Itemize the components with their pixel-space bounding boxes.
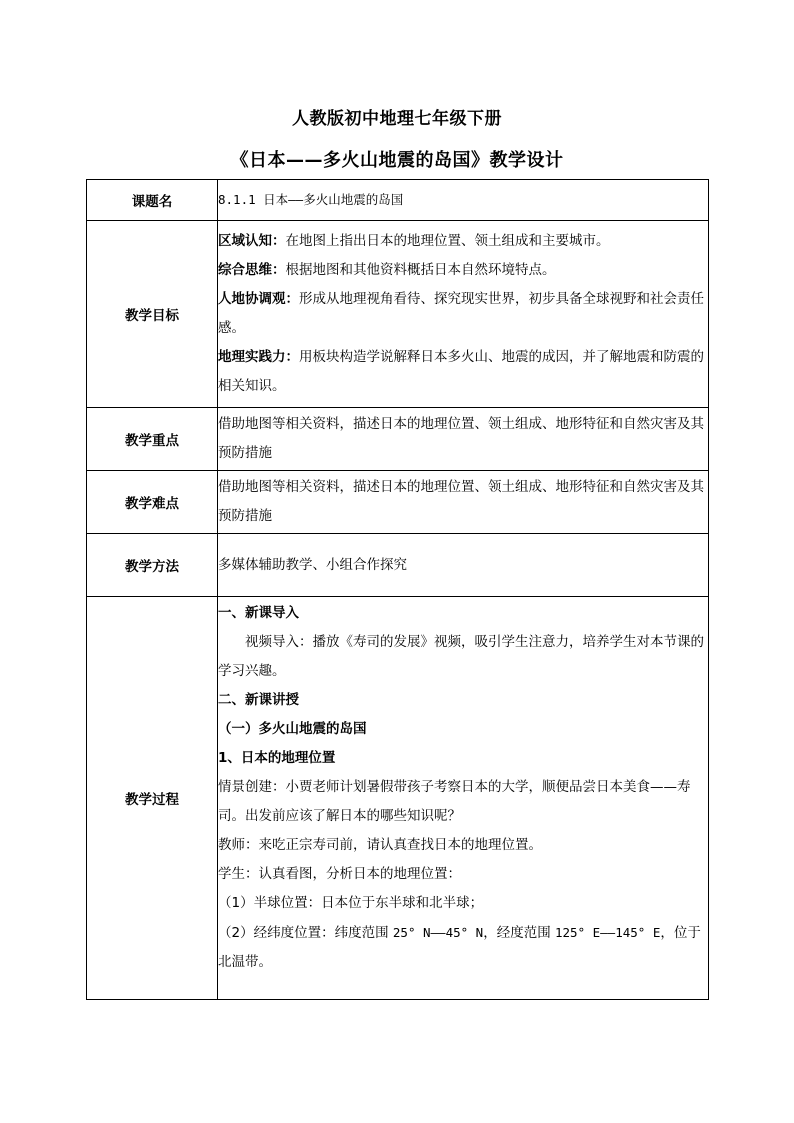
goal-item (218, 285, 708, 343)
subsection-heading: 1、日本的地理位置 (218, 750, 336, 766)
document-subtitle: 《日本——多火山地震的岛国》教学设计 (230, 150, 564, 171)
goal-head: 人地协调观： (218, 291, 299, 307)
goal-item (218, 256, 708, 285)
section-heading: 一、新课导入 (218, 605, 299, 621)
lesson-plan-table (86, 179, 709, 1000)
goals-content (218, 221, 709, 408)
table-row-key-points (87, 408, 709, 471)
paragraph: 学生：认真看图，分析日本的地理位置： (218, 866, 461, 882)
latitude-range: 25° N——45° N (392, 925, 484, 940)
topic-value (218, 180, 709, 221)
key-points-text: 借助地图等相关资料，描述日本的地理位置、领土组成、地形特征和自然灾害及其预防措施 (218, 408, 709, 471)
difficulties-text: 借助地图等相关资料，描述日本的地理位置、领土组成、地形特征和自然灾害及其预防措施 (218, 471, 709, 534)
paragraph: 情景创建：小贾老师计划暑假带孩子考察日本的大学，顺便品尝日本美食——寿司。出发前应该了解日本的哪些知识呢？ (218, 779, 691, 824)
table-row-topic (87, 180, 709, 221)
goal-item (218, 227, 708, 256)
goals-label: 教学目标 (87, 221, 218, 408)
text-run: （2）经纬度位置：纬度范围 (218, 925, 389, 941)
process-content (218, 597, 709, 1000)
paragraph (218, 918, 708, 977)
paragraph: 视频导入：播放《寿司的发展》视频，吸引学生注意力，培养学生对本节课的学习兴趣。 (218, 634, 704, 679)
topic-text: 8.1.1 日本——多火山地震的岛国 (218, 192, 404, 207)
goal-item (218, 343, 708, 401)
document-title: 人教版初中地理七年级下册 (292, 109, 502, 129)
goal-text: 用板块构造学说解释日本多火山、地震的成因，并了解地震和防震的相关知识。 (218, 349, 704, 394)
section-heading: 二、新课讲授 (218, 692, 299, 708)
table-row-process (87, 597, 709, 1000)
text-run: ，位于北温带。 (218, 925, 701, 970)
methods-text: 多媒体辅助教学、小组合作探究 (218, 534, 709, 597)
table-row-methods (87, 534, 709, 597)
process-label: 教学过程 (87, 597, 218, 1000)
methods-label: 教学方法 (87, 534, 218, 597)
subsection-heading: （一）多火山地震的岛国 (218, 721, 367, 737)
goal-head: 地理实践力： (218, 349, 299, 365)
text-run: ，经度范围 (483, 925, 551, 941)
key-points-label: 教学重点 (87, 408, 218, 471)
goal-text: 形成从地理视角看待、探究现实世界，初步具备全球视野和社会责任感。 (218, 291, 704, 336)
goal-text: 根据地图和其他资料概括日本自然环境特点。 (285, 262, 556, 278)
goal-head: 区域认知： (218, 233, 286, 249)
paragraph: 教师：来吃正宗寿司前，请认真查找日本的地理位置。 (218, 837, 542, 853)
longitude-range: 125° E——145° E (555, 925, 661, 940)
table-row-difficulties (87, 471, 709, 534)
goal-head: 综合思维： (218, 262, 286, 278)
table-row-goals (87, 221, 709, 408)
paragraph: （1）半球位置：日本位于东半球和北半球； (218, 895, 484, 911)
goal-text: 在地图上指出日本的地理位置、领土组成和主要城市。 (285, 233, 610, 249)
difficulties-label: 教学难点 (87, 471, 218, 534)
topic-label: 课题名 (87, 180, 218, 221)
